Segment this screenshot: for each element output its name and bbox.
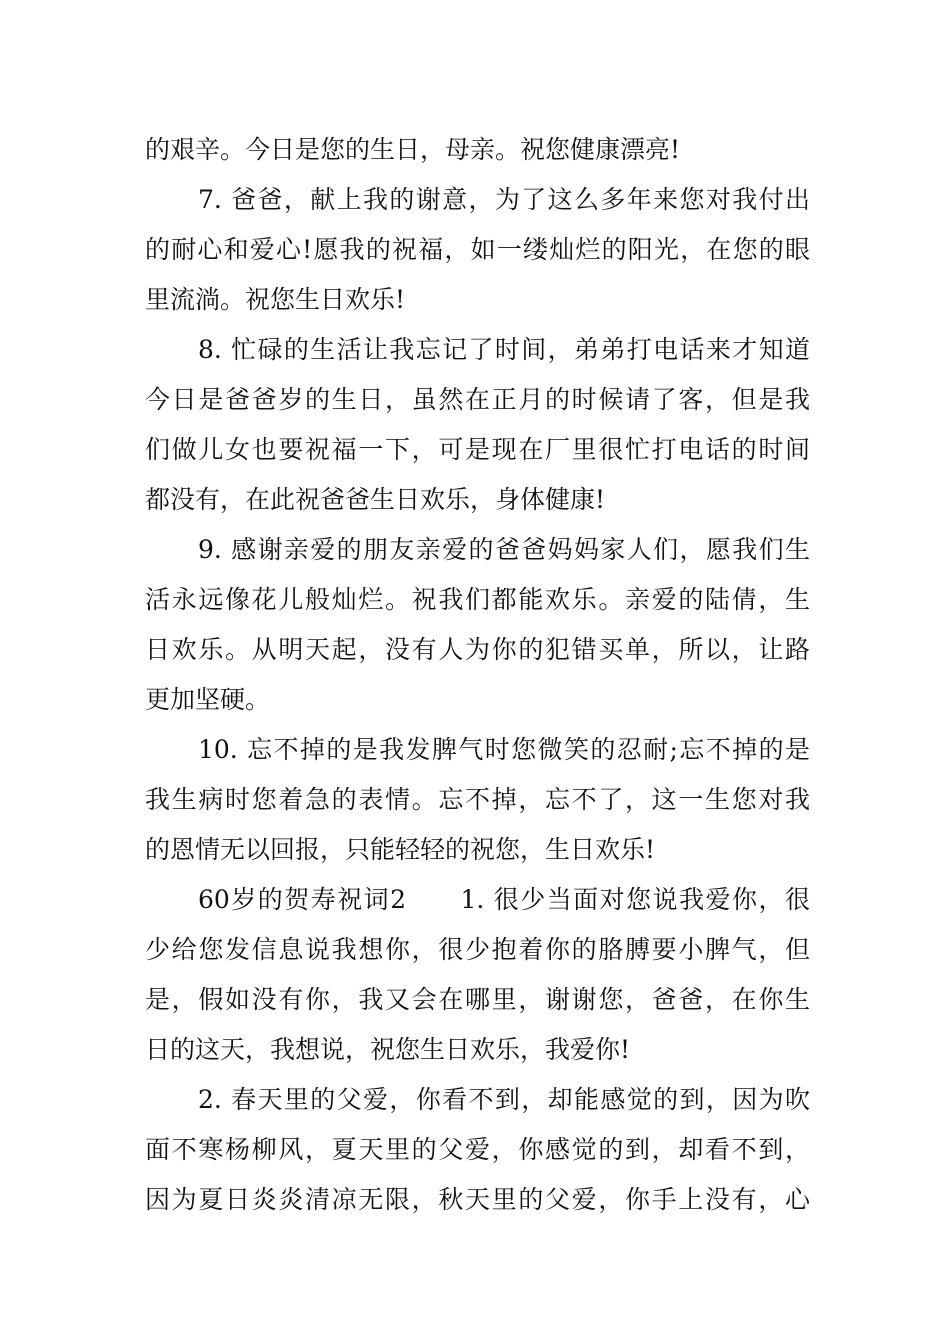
text-line: 里流淌。祝您生日欢乐! bbox=[145, 285, 406, 314]
text-line: 因为夏日炎炎清凉无限，秋天里的父爱，你手上没有，心 bbox=[145, 1185, 810, 1214]
text-line: 的艰辛。今日是您的生日，母亲。祝您健康漂亮! bbox=[145, 135, 681, 164]
text-line: 更加坚硬。 bbox=[145, 685, 271, 714]
text-line: 是，假如没有你，我又会在哪里，谢谢您，爸爸，在你生 bbox=[145, 985, 810, 1014]
text-line: 今日是爸爸岁的生日，虽然在正月的时候请了客，但是我 bbox=[145, 385, 810, 414]
text-line: 活永远像花儿般灿烂。祝我们都能欢乐。亲爱的陆倩，生 bbox=[145, 585, 810, 614]
text-line: 们做儿女也要祝福一下，可是现在厂里很忙打电话的时间 bbox=[145, 435, 810, 464]
text-line: 9. 感谢亲爱的朋友亲爱的爸爸妈妈家人们，愿我们生 bbox=[198, 535, 810, 564]
text-line: 的恩情无以回报，只能轻轻的祝您，生日欢乐! bbox=[145, 835, 656, 864]
text-line: 10. 忘不掉的是我发脾气时您微笑的忍耐;忘不掉的是 bbox=[198, 735, 810, 764]
text-line: 日欢乐。从明天起，没有人为你的犯错买单，所以，让路 bbox=[145, 635, 810, 664]
text-line: 的耐心和爱心!愿我的祝福，如一缕灿烂的阳光，在您的眼 bbox=[145, 235, 810, 264]
text-line: 我生病时您着急的表情。忘不掉，忘不了，这一生您对我 bbox=[145, 785, 810, 814]
text-line: 8. 忙碌的生活让我忘记了时间，弟弟打电话来才知道 bbox=[198, 335, 810, 364]
text-line: 都没有，在此祝爸爸生日欢乐，身体健康! bbox=[145, 485, 606, 514]
text-line: 60岁的贺寿祝词2 1. 很少当面对您说我爱你，很 bbox=[198, 885, 810, 914]
text-line: 7. 爸爸，献上我的谢意，为了这么多年来您对我付出 bbox=[198, 185, 810, 214]
text-line: 2. 春天里的父爱，你看不到，却能感觉的到，因为吹 bbox=[198, 1085, 810, 1114]
text-line: 日的这天，我想说，祝您生日欢乐，我爱你! bbox=[145, 1035, 631, 1064]
text-line: 少给您发信息说我想你，很少抱着你的胳膊要小脾气，但 bbox=[145, 935, 810, 964]
text-line: 面不寒杨柳风，夏天里的父爱，你感觉的到，却看不到， bbox=[145, 1135, 810, 1164]
